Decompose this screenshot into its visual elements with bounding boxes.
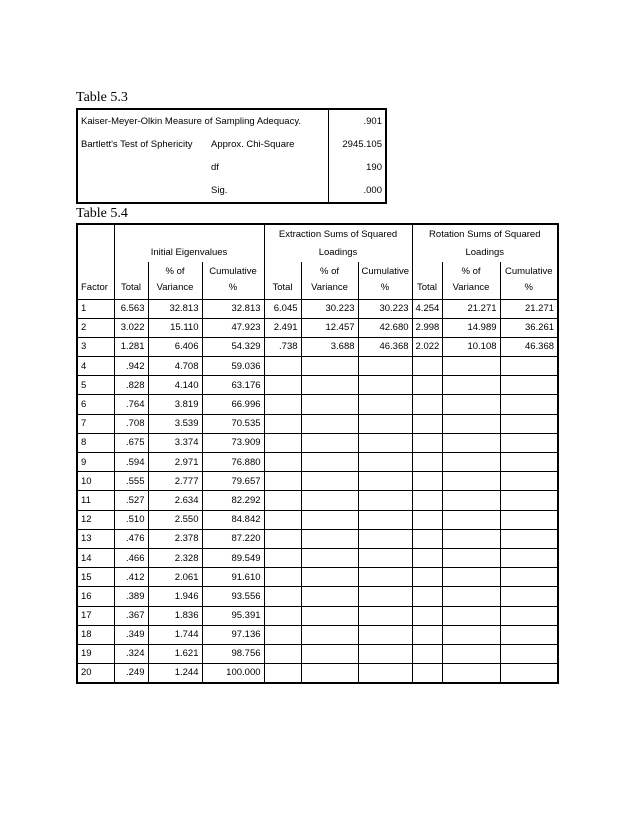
extraction-pct-cell [301, 529, 358, 548]
col-header-pct-top: % of [442, 262, 500, 280]
rotation-cum-cell [500, 644, 558, 663]
extraction-total-cell [264, 357, 301, 376]
extraction-total-cell: 2.491 [264, 318, 301, 337]
extraction-pct-cell [301, 491, 358, 510]
factor-cell: 15 [77, 568, 114, 587]
extraction-header-line1: Extraction Sums of Squared [264, 224, 412, 243]
extraction-cum-cell [358, 625, 412, 644]
initial-total-cell: .412 [114, 568, 148, 587]
rotation-total-cell [412, 644, 442, 663]
header-blank [114, 224, 264, 243]
extraction-cum-cell: 46.368 [358, 337, 412, 356]
rotation-header-line1: Rotation Sums of Squared [412, 224, 558, 243]
rotation-cum-cell [500, 357, 558, 376]
row-sublabel: df [208, 156, 329, 179]
rotation-cum-cell [500, 548, 558, 567]
factor-cell: 4 [77, 357, 114, 376]
initial-pct-cell: 1.836 [148, 606, 202, 625]
initial-pct-cell: 2.378 [148, 529, 202, 548]
initial-cum-cell: 59.036 [202, 357, 264, 376]
rotation-total-cell [412, 491, 442, 510]
factor-cell: 19 [77, 644, 114, 663]
initial-cum-cell: 91.610 [202, 568, 264, 587]
table-row [77, 433, 558, 452]
factor-cell: 13 [77, 529, 114, 548]
factor-cell: 3 [77, 337, 114, 356]
initial-cum-cell: 66.996 [202, 395, 264, 414]
rotation-cum-cell [500, 510, 558, 529]
initial-cum-cell: 84.842 [202, 510, 264, 529]
rotation-header-line2: Loadings [412, 243, 558, 262]
col-header-total: Total [412, 280, 442, 299]
initial-pct-cell: 3.539 [148, 414, 202, 433]
factor-cell: 6 [77, 395, 114, 414]
extraction-pct-cell [301, 568, 358, 587]
factor-cell: 16 [77, 587, 114, 606]
rotation-cum-cell [500, 529, 558, 548]
extraction-total-cell: 6.045 [264, 299, 301, 318]
kmo-bartlett-table [76, 108, 387, 204]
table-row [77, 644, 558, 663]
extraction-cum-cell [358, 453, 412, 472]
extraction-cum-cell [358, 548, 412, 567]
rotation-cum-cell [500, 395, 558, 414]
factor-cell: 17 [77, 606, 114, 625]
rotation-cum-cell [500, 453, 558, 472]
initial-pct-cell: 3.819 [148, 395, 202, 414]
extraction-cum-cell [358, 357, 412, 376]
table-row [77, 625, 558, 644]
rotation-total-cell [412, 472, 442, 491]
header-blank [264, 262, 301, 280]
extraction-pct-cell [301, 606, 358, 625]
header-blank [77, 224, 114, 243]
extraction-cum-cell [358, 491, 412, 510]
header-blank [114, 262, 148, 280]
initial-cum-cell: 98.756 [202, 644, 264, 663]
initial-pct-cell: 4.708 [148, 357, 202, 376]
extraction-pct-cell [301, 644, 358, 663]
initial-pct-cell: 1.621 [148, 644, 202, 663]
extraction-cum-cell [358, 414, 412, 433]
initial-pct-cell: 1.744 [148, 625, 202, 644]
rotation-pct-cell [442, 529, 500, 548]
rotation-pct-cell [442, 433, 500, 452]
extraction-pct-cell: 30.223 [301, 299, 358, 318]
col-header-factor: Factor [77, 280, 114, 299]
initial-total-cell: .249 [114, 664, 148, 683]
extraction-cum-cell [358, 433, 412, 452]
extraction-pct-cell [301, 510, 358, 529]
initial-total-cell: .675 [114, 433, 148, 452]
rotation-total-cell [412, 510, 442, 529]
initial-cum-cell: 63.176 [202, 376, 264, 395]
initial-total-cell: .510 [114, 510, 148, 529]
extraction-cum-cell [358, 395, 412, 414]
col-header-cum-top: Cumulative [358, 262, 412, 280]
factor-cell: 9 [77, 453, 114, 472]
rotation-total-cell [412, 568, 442, 587]
extraction-cum-cell [358, 376, 412, 395]
initial-total-cell: .389 [114, 587, 148, 606]
extraction-cum-cell [358, 664, 412, 683]
initial-total-cell: .324 [114, 644, 148, 663]
table-5-4-caption: Table 5.4 [76, 206, 128, 221]
initial-pct-cell: 3.374 [148, 433, 202, 452]
initial-cum-cell: 47.923 [202, 318, 264, 337]
initial-cum-cell: 32.813 [202, 299, 264, 318]
factor-cell: 10 [77, 472, 114, 491]
initial-total-cell: 1.281 [114, 337, 148, 356]
table-row [77, 606, 558, 625]
initial-cum-cell: 82.292 [202, 491, 264, 510]
table-row [77, 109, 386, 132]
rotation-pct-cell [442, 587, 500, 606]
initial-cum-cell: 73.909 [202, 433, 264, 452]
extraction-cum-cell: 42.680 [358, 318, 412, 337]
rotation-pct-cell [442, 548, 500, 567]
header-blank [77, 243, 114, 262]
extraction-cum-cell [358, 472, 412, 491]
rotation-total-cell [412, 433, 442, 452]
initial-pct-cell: 1.244 [148, 664, 202, 683]
extraction-total-cell [264, 510, 301, 529]
extraction-total-cell [264, 625, 301, 644]
rotation-pct-cell [442, 491, 500, 510]
initial-total-cell: 3.022 [114, 318, 148, 337]
rotation-cum-cell [500, 491, 558, 510]
rotation-pct-cell [442, 414, 500, 433]
factor-cell: 14 [77, 548, 114, 567]
col-header-cum-bottom: % [500, 280, 558, 299]
initial-total-cell: .828 [114, 376, 148, 395]
col-header-total: Total [264, 280, 301, 299]
extraction-total-cell [264, 606, 301, 625]
extraction-pct-cell [301, 433, 358, 452]
col-header-cum-bottom: % [358, 280, 412, 299]
col-header-cum-top: Cumulative [202, 262, 264, 280]
total-variance-explained-table [76, 223, 559, 684]
row-label [77, 156, 208, 179]
header-blank [412, 262, 442, 280]
rotation-total-cell [412, 606, 442, 625]
extraction-total-cell [264, 453, 301, 472]
extraction-total-cell [264, 644, 301, 663]
initial-pct-cell: 15.110 [148, 318, 202, 337]
factor-cell: 1 [77, 299, 114, 318]
factor-cell: 18 [77, 625, 114, 644]
rotation-total-cell: 4.254 [412, 299, 442, 318]
extraction-total-cell [264, 664, 301, 683]
extraction-cum-cell [358, 529, 412, 548]
factor-cell: 8 [77, 433, 114, 452]
rotation-pct-cell [442, 357, 500, 376]
table-row [77, 337, 558, 356]
row-value: 190 [329, 156, 387, 179]
extraction-cum-cell: 30.223 [358, 299, 412, 318]
extraction-pct-cell [301, 357, 358, 376]
extraction-pct-cell [301, 664, 358, 683]
rotation-total-cell [412, 625, 442, 644]
initial-pct-cell: 32.813 [148, 299, 202, 318]
initial-cum-cell: 76.880 [202, 453, 264, 472]
extraction-cum-cell [358, 606, 412, 625]
table-row [77, 395, 558, 414]
extraction-pct-cell [301, 395, 358, 414]
initial-cum-cell: 89.549 [202, 548, 264, 567]
initial-total-cell: .476 [114, 529, 148, 548]
rotation-pct-cell [442, 606, 500, 625]
initial-eigenvalues-header: Initial Eigenvalues [114, 243, 264, 262]
col-header-pct-top: % of [301, 262, 358, 280]
row-label [77, 179, 208, 202]
extraction-pct-cell [301, 376, 358, 395]
rotation-cum-cell [500, 587, 558, 606]
factor-cell: 11 [77, 491, 114, 510]
table-row [77, 587, 558, 606]
rotation-cum-cell [500, 606, 558, 625]
rotation-total-cell [412, 414, 442, 433]
factor-cell: 5 [77, 376, 114, 395]
col-header-pct-bottom: Variance [301, 280, 358, 299]
extraction-header-line2: Loadings [264, 243, 412, 262]
extraction-total-cell [264, 548, 301, 567]
rotation-cum-cell [500, 568, 558, 587]
extraction-pct-cell [301, 625, 358, 644]
initial-cum-cell: 87.220 [202, 529, 264, 548]
rotation-cum-cell [500, 625, 558, 644]
initial-total-cell: .466 [114, 548, 148, 567]
extraction-pct-cell: 12.457 [301, 318, 358, 337]
initial-total-cell: .349 [114, 625, 148, 644]
rotation-pct-cell [442, 510, 500, 529]
table-row [77, 453, 558, 472]
table-5-3-caption: Table 5.3 [76, 90, 128, 105]
rotation-total-cell [412, 529, 442, 548]
row-label: Kaiser-Meyer-Olkin Measure of Sampling Adequacy. [77, 109, 329, 132]
header-blank [77, 262, 114, 280]
initial-total-cell: .367 [114, 606, 148, 625]
table-row [77, 491, 558, 510]
extraction-cum-cell [358, 510, 412, 529]
row-value: 2945.105 [329, 132, 387, 155]
initial-pct-cell: 2.061 [148, 568, 202, 587]
col-header-cum-bottom: % [202, 280, 264, 299]
rotation-cum-cell [500, 376, 558, 395]
rotation-pct-cell: 14.989 [442, 318, 500, 337]
extraction-total-cell [264, 491, 301, 510]
initial-pct-cell: 2.777 [148, 472, 202, 491]
extraction-total-cell [264, 395, 301, 414]
table-row [77, 414, 558, 433]
row-sublabel: Sig. [208, 179, 329, 202]
initial-pct-cell: 2.971 [148, 453, 202, 472]
initial-pct-cell: 4.140 [148, 376, 202, 395]
table-row [77, 472, 558, 491]
factor-cell: 12 [77, 510, 114, 529]
initial-cum-cell: 79.657 [202, 472, 264, 491]
col-header-cum-top: Cumulative [500, 262, 558, 280]
row-sublabel: Approx. Chi-Square [208, 132, 329, 155]
rotation-cum-cell [500, 414, 558, 433]
rotation-pct-cell: 10.108 [442, 337, 500, 356]
extraction-total-cell [264, 587, 301, 606]
rotation-total-cell [412, 548, 442, 567]
table-row [77, 568, 558, 587]
extraction-total-cell: .738 [264, 337, 301, 356]
initial-pct-cell: 2.634 [148, 491, 202, 510]
rotation-pct-cell: 21.271 [442, 299, 500, 318]
extraction-pct-cell [301, 587, 358, 606]
extraction-total-cell [264, 376, 301, 395]
initial-cum-cell: 100.000 [202, 664, 264, 683]
rotation-total-cell [412, 453, 442, 472]
rotation-total-cell [412, 587, 442, 606]
table-row [77, 529, 558, 548]
rotation-cum-cell: 21.271 [500, 299, 558, 318]
initial-total-cell: .942 [114, 357, 148, 376]
rotation-total-cell [412, 357, 442, 376]
table-row [77, 132, 386, 155]
rotation-total-cell: 2.998 [412, 318, 442, 337]
table-row [77, 318, 558, 337]
extraction-pct-cell [301, 472, 358, 491]
initial-total-cell: .594 [114, 453, 148, 472]
rotation-pct-cell [442, 568, 500, 587]
initial-pct-cell: 2.550 [148, 510, 202, 529]
table-row [77, 299, 558, 318]
extraction-cum-cell [358, 644, 412, 663]
initial-pct-cell: 6.406 [148, 337, 202, 356]
factor-cell: 7 [77, 414, 114, 433]
rotation-cum-cell [500, 664, 558, 683]
rotation-pct-cell [442, 453, 500, 472]
initial-total-cell: 6.563 [114, 299, 148, 318]
extraction-cum-cell [358, 587, 412, 606]
initial-cum-cell: 54.329 [202, 337, 264, 356]
col-header-pct-top: % of [148, 262, 202, 280]
table-row [77, 357, 558, 376]
row-value: .901 [329, 109, 387, 132]
extraction-total-cell [264, 433, 301, 452]
col-header-pct-bottom: Variance [442, 280, 500, 299]
extraction-cum-cell [358, 568, 412, 587]
rotation-cum-cell: 36.261 [500, 318, 558, 337]
initial-cum-cell: 97.136 [202, 625, 264, 644]
initial-total-cell: .555 [114, 472, 148, 491]
rotation-pct-cell [442, 625, 500, 644]
extraction-total-cell [264, 529, 301, 548]
initial-total-cell: .527 [114, 491, 148, 510]
rotation-pct-cell [442, 395, 500, 414]
rotation-cum-cell [500, 472, 558, 491]
factor-cell: 2 [77, 318, 114, 337]
initial-pct-cell: 1.946 [148, 587, 202, 606]
rotation-total-cell [412, 395, 442, 414]
extraction-pct-cell: 3.688 [301, 337, 358, 356]
initial-total-cell: .708 [114, 414, 148, 433]
table-row [77, 179, 386, 202]
rotation-pct-cell [442, 472, 500, 491]
extraction-total-cell [264, 568, 301, 587]
initial-cum-cell: 70.535 [202, 414, 264, 433]
rotation-total-cell [412, 376, 442, 395]
rotation-cum-cell: 46.368 [500, 337, 558, 356]
table-row [77, 664, 558, 683]
extraction-pct-cell [301, 548, 358, 567]
row-value: .000 [329, 179, 387, 202]
extraction-total-cell [264, 414, 301, 433]
extraction-pct-cell [301, 453, 358, 472]
rotation-cum-cell [500, 433, 558, 452]
table-row [77, 376, 558, 395]
initial-total-cell: .764 [114, 395, 148, 414]
table-row [77, 156, 386, 179]
rotation-total-cell [412, 664, 442, 683]
factor-cell: 20 [77, 664, 114, 683]
rotation-total-cell: 2.022 [412, 337, 442, 356]
extraction-total-cell [264, 472, 301, 491]
rotation-pct-cell [442, 376, 500, 395]
table-row [77, 548, 558, 567]
initial-cum-cell: 93.556 [202, 587, 264, 606]
initial-pct-cell: 2.328 [148, 548, 202, 567]
col-header-total: Total [114, 280, 148, 299]
rotation-pct-cell [442, 644, 500, 663]
extraction-pct-cell [301, 414, 358, 433]
table-row [77, 510, 558, 529]
col-header-pct-bottom: Variance [148, 280, 202, 299]
initial-cum-cell: 95.391 [202, 606, 264, 625]
rotation-pct-cell [442, 664, 500, 683]
row-label: Bartlett's Test of Sphericity [81, 138, 193, 150]
